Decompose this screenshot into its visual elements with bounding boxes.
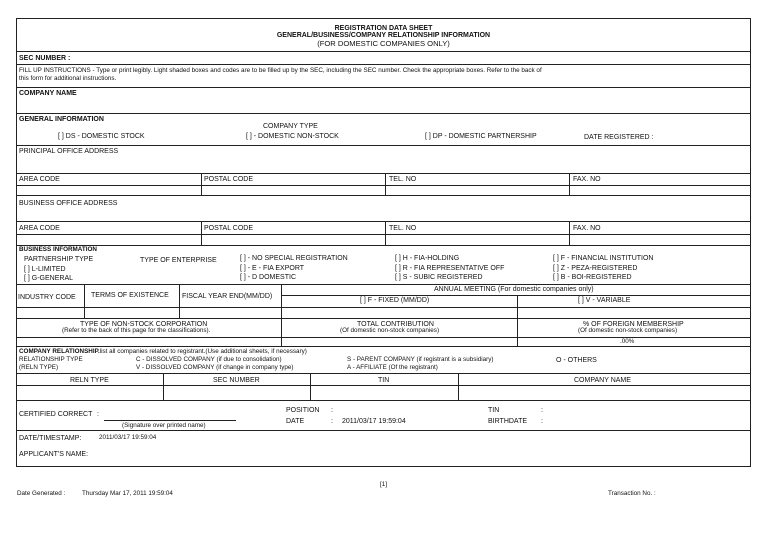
col-company-name: COMPANY NAME (574, 377, 631, 384)
certified-correct-label: CERTIFIED CORRECT (19, 411, 93, 418)
tel-no-label-2: TEL. NO (389, 225, 417, 232)
fiscal-year-end-label: FISCAL YEAR END(MM/DD) (182, 293, 273, 300)
relationship-heading: COMPANY RELATIONSHIP. (19, 348, 100, 355)
checkbox-domestic-partnership[interactable]: [ ] DP - DOMESTIC PARTNERSHIP (425, 133, 537, 140)
checkbox-g-general[interactable]: [ ] G-GENERAL (24, 275, 74, 282)
reln-type-paren: (RELN TYPE) (19, 364, 59, 371)
birthdate-colon: : (541, 418, 543, 425)
business-info-heading: BUSINESS INFORMATION (19, 246, 97, 253)
relationship-heading-note: list all companies related to registrant.(Use additional sheets, if necessary) (99, 348, 307, 355)
date-generated-value: Thursday Mar 17, 2011 19:59:04 (82, 490, 173, 497)
code-v-dissolved: V - DISSOLVED COMPANY (if change in company type) (136, 364, 294, 371)
tin-colon: : (541, 407, 543, 414)
foreign-membership-value: .00% (620, 338, 635, 345)
sec-number-label: SEC NUMBER : (19, 55, 71, 62)
type-of-enterprise-label: TYPE OF ENTERPRISE (140, 257, 217, 264)
code-c-dissolved: C - DISSOLVED COMPANY (if due to consolidation) (136, 356, 282, 363)
date-colon: : (331, 418, 333, 425)
date-value: 2011/03/17 19:59:04 (342, 418, 406, 425)
fax-no-label: FAX. NO (573, 176, 601, 183)
checkbox-fia-rep[interactable]: [ ] R - FIA REPRESENTATIVE OFF (395, 265, 505, 272)
birthdate-label: BIRTHDATE (488, 418, 528, 425)
company-type-label: COMPANY TYPE (263, 123, 318, 130)
date-label: DATE (286, 418, 305, 425)
total-contribution-note: (Of domestic non-stock companies) (340, 327, 440, 334)
foreign-membership-note: (Of domestic non-stock companies) (578, 327, 678, 334)
total-contribution-label: TOTAL CONTRIBUTION (357, 321, 434, 328)
checkbox-financial[interactable]: [ ] F - FINANCIAL INSTITUTION (553, 255, 654, 262)
code-s-parent: S - PARENT COMPANY (if registrant is a subsidiary) (347, 356, 494, 363)
checkbox-boi[interactable]: [ ] B - BOI-REGISTERED (553, 274, 632, 281)
annual-meeting-label: ANNUAL MEETING (For domestic companies only) (434, 286, 594, 293)
checkbox-fixed[interactable]: [ ] F - FIXED (MM/DD) (360, 297, 430, 304)
relationship-type-label: RELATIONSHIP TYPE (19, 356, 83, 363)
partnership-type-label: PARTNERSHIP TYPE (24, 256, 94, 263)
general-info-heading: GENERAL INFORMATION (19, 116, 104, 123)
page-number: [1] (380, 481, 388, 488)
checkbox-l-limited[interactable]: [ ] L-LIMITED (24, 266, 66, 273)
tin-label: TIN (488, 407, 500, 414)
transaction-no-label: Transaction No. : (608, 490, 656, 497)
foreign-membership-label: % OF FOREIGN MEMBERSHIP (583, 321, 684, 328)
checkbox-no-special[interactable]: [ ] - NO SPECIAL REGISTRATION (240, 255, 348, 262)
checkbox-fia-export[interactable]: [ ] - E - FIA EXPORT (240, 265, 305, 272)
checkbox-fia-holding[interactable]: [ ] H - FIA-HOLDING (395, 255, 460, 262)
terms-of-existence-label: TERMS OF EXISTENCE (91, 292, 169, 299)
signature-note: (Signature over printed name) (122, 422, 206, 429)
non-stock-type-label: TYPE OF NON-STOCK CORPORATION (80, 321, 208, 328)
code-o-others: O - OTHERS (556, 357, 597, 364)
datetimestamp-label: DATE/TIMESTAMP: (19, 435, 82, 442)
tel-no-label: TEL. NO (389, 176, 417, 183)
fax-no-label-2: FAX. NO (573, 225, 601, 232)
form-subtitle: GENERAL/BUSINESS/COMPANY RELATIONSHIP INFORMATION (276, 32, 491, 39)
relationship-heading-line (19, 349, 307, 355)
instructions-line2: this form for additional instructions. (19, 75, 117, 82)
principal-office-label: PRINCIPAL OFFICE ADDRESS (19, 148, 119, 155)
company-name-label: COMPANY NAME (19, 90, 77, 97)
postal-code-label-2: POSTAL CODE (204, 225, 254, 232)
area-code-label: AREA CODE (19, 176, 60, 183)
col-sec-number: SEC NUMBER (213, 377, 260, 384)
datetimestamp-value: 2011/03/17 19:59:04 (99, 434, 157, 441)
form-title: REGISTRATION DATA SHEET (334, 25, 433, 32)
business-office-label: BUSINESS OFFICE ADDRESS (19, 200, 118, 207)
industry-code-label: INDUSTRY CODE (18, 294, 76, 301)
checkbox-variable[interactable]: [ ] V - VARIABLE (578, 297, 631, 304)
checkbox-peza[interactable]: [ ] Z - PEZA-REGISTERED (553, 265, 638, 272)
certified-colon: : (97, 411, 99, 418)
instructions-line1: FILL UP INSTRUCTIONS - Type or print legibly. Light shaded boxes and codes are to be filled up by the SEC, including the SEC number. Check the appropriate boxes. Refer to the back of (19, 67, 542, 74)
checkbox-d-domestic[interactable]: [ ] - D DOMESTIC (240, 274, 296, 281)
area-code-label-2: AREA CODE (19, 225, 60, 232)
position-colon: : (331, 407, 333, 414)
col-tin: TIN (378, 377, 390, 384)
date-generated-label: Date Generated : (17, 490, 66, 497)
code-a-affiliate: A - AFFILIATE (Of the registrant) (347, 364, 438, 371)
col-reln-type: RELN TYPE (70, 377, 109, 384)
non-stock-type-note: (Refer to the back of this page for the classifications). (62, 327, 211, 334)
applicant-name-label: APPLICANT'S NAME: (19, 451, 89, 458)
checkbox-domestic-non-stock[interactable]: [ ] - DOMESTIC NON-STOCK (246, 133, 339, 140)
postal-code-label: POSTAL CODE (204, 176, 254, 183)
position-label: POSITION (286, 407, 320, 414)
checkbox-subic[interactable]: [ ] S - SUBIC REGISTERED (395, 274, 483, 281)
form-note: (FOR DOMESTIC COMPANIES ONLY) (317, 39, 450, 48)
checkbox-domestic-stock[interactable]: [ ] DS - DOMESTIC STOCK (58, 133, 145, 140)
date-registered-label: DATE REGISTERED : (584, 134, 654, 141)
